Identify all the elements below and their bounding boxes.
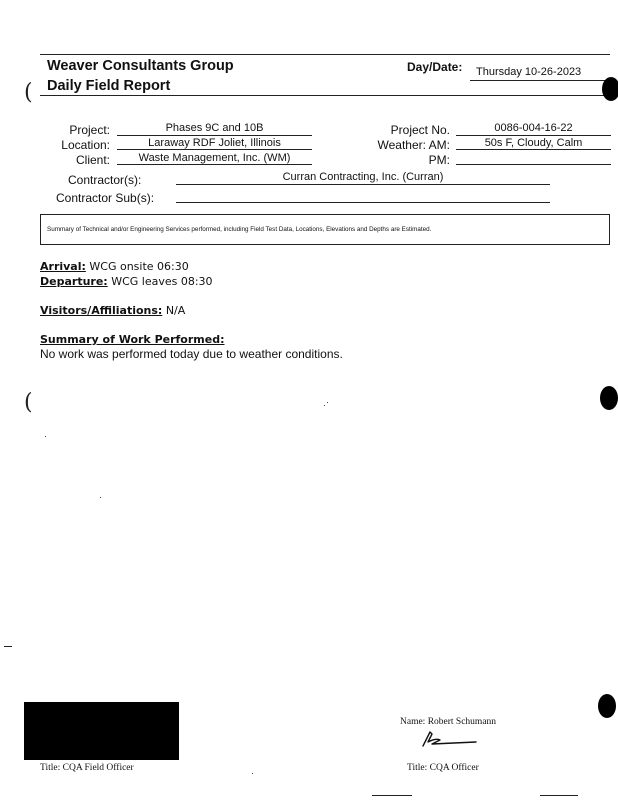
departure-label: Departure: <box>40 275 108 288</box>
scan-speck <box>100 497 101 498</box>
hole-mark-left-middle: ( <box>24 390 33 415</box>
weather-am-label: Weather: AM: <box>377 138 450 152</box>
contractors-value: Curran Contracting, Inc. (Curran) <box>282 171 444 183</box>
location-value: Laraway RDF Joliet, Illinois <box>148 137 281 149</box>
weather-am-value: 50s F, Cloudy, Calm <box>484 137 583 149</box>
visitors-line <box>40 304 185 317</box>
day-date-value: Thursday 10-26-2023 <box>476 66 582 78</box>
company-name: Weaver Consultants Group <box>47 58 234 74</box>
client-underline <box>117 164 312 165</box>
left-signature-title: Title: CQA Field Officer <box>40 763 134 773</box>
work-text: No work was performed today due to weather conditions. <box>40 347 343 361</box>
contractor-subs-label: Contractor Sub(s): <box>56 191 155 205</box>
pm-underline <box>456 164 611 165</box>
client-value: Waste Management, Inc. (WM) <box>138 152 291 164</box>
project-no-value: 0086-004-16-22 <box>494 122 573 134</box>
contractors-underline <box>176 184 550 185</box>
weather-am-underline <box>456 149 611 150</box>
hole-mark-right-top <box>602 77 618 101</box>
client-label: Client: <box>75 153 110 167</box>
departure-value: WCG leaves 08:30 <box>111 275 213 288</box>
arrival-label: Arrival: <box>40 260 86 273</box>
location-underline <box>117 149 312 150</box>
contractor-subs-underline <box>176 202 550 203</box>
handwritten-signature <box>420 728 482 750</box>
footer-rule-right <box>540 795 578 796</box>
pm-label: PM: <box>428 153 450 167</box>
scan-speck <box>327 402 328 403</box>
redacted-signature-block <box>24 702 179 760</box>
visitors-label: Visitors/Affiliations: <box>40 304 163 317</box>
location-label: Location: <box>61 138 110 152</box>
hole-mark-right-bottom <box>598 694 616 718</box>
scan-speck <box>45 436 46 437</box>
hole-mark-right-middle <box>600 386 618 410</box>
right-signature-name: Name: Robert Schumann <box>400 717 497 727</box>
project-no-label: Project No. <box>390 123 450 137</box>
hole-mark-left-top: ( <box>24 80 33 105</box>
project-value: Phases 9C and 10B <box>165 122 264 134</box>
departure-line <box>40 275 213 288</box>
arrival-line <box>40 260 189 273</box>
project-label: Project: <box>69 123 110 137</box>
summary-box-text: Summary of Technical and/or Engineering Services performed, including Field Test Data, Locations, Elevations and Depths are Estimated. <box>47 226 432 233</box>
arrival-value: WCG onsite 06:30 <box>89 260 189 273</box>
work-line-label <box>40 333 224 346</box>
scan-speck <box>252 773 253 774</box>
footer-rule-left <box>372 795 412 796</box>
scan-speck <box>324 405 325 406</box>
day-date-underline <box>470 80 610 81</box>
title-underline <box>40 95 610 96</box>
project-no-underline <box>456 135 611 136</box>
work-label: Summary of Work Performed: <box>40 333 225 346</box>
right-signature-title: Title: CQA Officer <box>407 763 479 773</box>
visitors-value: N/A <box>165 304 186 317</box>
day-date-label: Day/Date: <box>407 60 463 74</box>
top-rule <box>40 54 610 55</box>
contractors-label: Contractor(s): <box>68 173 142 187</box>
report-title: Daily Field Report <box>47 78 171 94</box>
scan-dash <box>4 646 12 647</box>
project-underline <box>117 135 312 136</box>
